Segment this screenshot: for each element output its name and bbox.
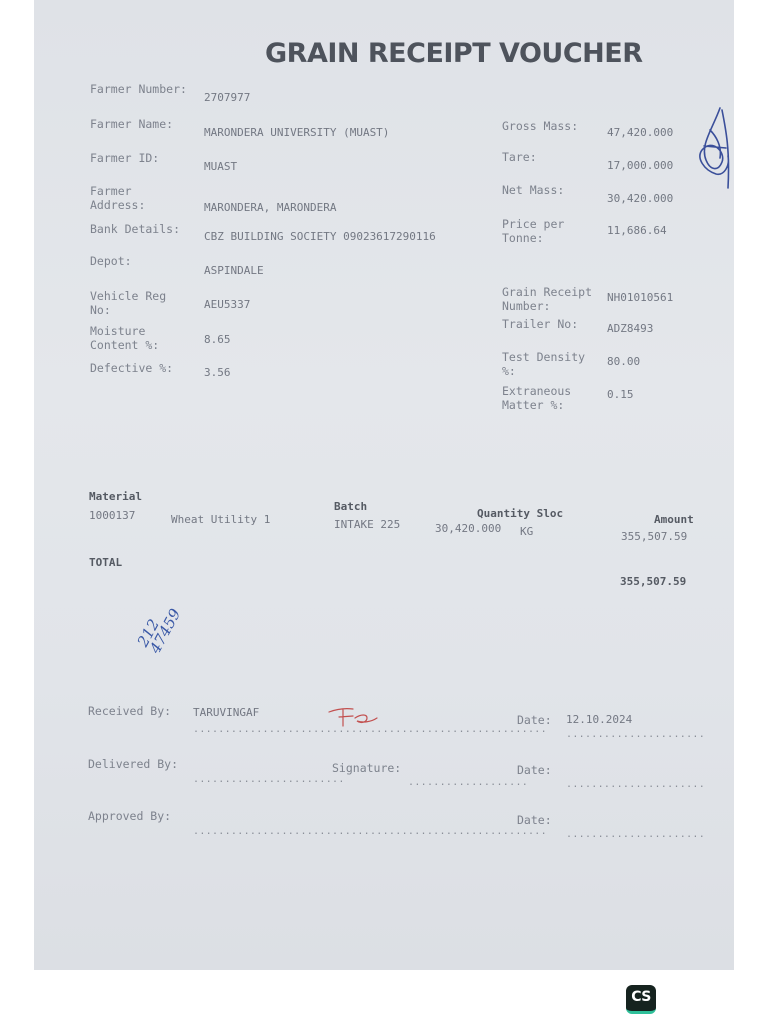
value-trailer-no: ADZ8493 bbox=[607, 322, 654, 335]
label-date-delivered: Date: bbox=[517, 763, 552, 777]
value-farmer-name: MARONDERA UNIVERSITY (MUAST) bbox=[204, 126, 390, 139]
value-moisture-content: 8.65 bbox=[204, 333, 231, 346]
cell-material-description: Wheat Utility 1 bbox=[171, 513, 271, 526]
label-farmer-number: Farmer Number: bbox=[90, 82, 187, 96]
total-amount: 355,507.59 bbox=[620, 575, 687, 588]
label-farmer-id: Farmer ID: bbox=[90, 151, 160, 165]
label-grain-receipt-number: Grain Receipt Number: bbox=[502, 285, 593, 313]
total-label: TOTAL bbox=[89, 556, 123, 569]
label-net-mass: Net Mass: bbox=[502, 183, 565, 197]
header-amount: Amount bbox=[654, 513, 694, 526]
date-received-line: ...................... bbox=[566, 729, 706, 740]
label-tare: Tare: bbox=[502, 150, 537, 164]
value-farmer-id: MUAST bbox=[204, 160, 238, 173]
label-date-received: Date: bbox=[517, 713, 552, 727]
label-signature: Signature: bbox=[332, 761, 402, 775]
header-material: Material bbox=[89, 490, 142, 503]
value-net-mass: 30,420.000 bbox=[607, 192, 674, 205]
cell-material-code: 1000137 bbox=[89, 509, 136, 522]
signature-line: ................... bbox=[408, 777, 529, 788]
value-defective: 3.56 bbox=[204, 366, 231, 379]
value-price-per-tonne: 11,686.64 bbox=[607, 224, 667, 237]
date-approved-line: ...................... bbox=[566, 829, 706, 840]
handwritten-note-text: 212 47459 bbox=[133, 605, 185, 657]
label-farmer-address: Farmer Address: bbox=[90, 184, 146, 212]
value-extraneous-matter: 0.15 bbox=[607, 388, 634, 401]
cell-quantity: 30,420.000 bbox=[435, 522, 502, 535]
value-test-density: 80.00 bbox=[607, 355, 641, 368]
approved-by-line: ........................................................ bbox=[193, 826, 547, 837]
label-depot: Depot: bbox=[90, 254, 132, 268]
label-vehicle-reg: Vehicle Reg No: bbox=[90, 289, 167, 317]
label-extraneous-matter: Extraneous Matter %: bbox=[502, 384, 572, 412]
label-bank-details: Bank Details: bbox=[90, 222, 181, 236]
value-farmer-number: 2707977 bbox=[204, 91, 251, 104]
received-by-line: ........................................................ bbox=[193, 724, 547, 735]
value-grain-receipt-number: NH01010561 bbox=[607, 291, 674, 304]
value-date-received: 12.10.2024 bbox=[566, 713, 633, 726]
scanned-receipt-page bbox=[34, 0, 734, 970]
label-delivered-by: Delivered By: bbox=[88, 757, 179, 771]
value-depot: ASPINDALE bbox=[204, 264, 264, 277]
label-date-approved: Date: bbox=[517, 813, 552, 827]
value-tare: 17,000.000 bbox=[607, 159, 674, 172]
label-approved-by: Approved By: bbox=[88, 809, 172, 823]
label-moisture-content: Moisture Content %: bbox=[90, 324, 160, 352]
cell-unit: KG bbox=[520, 525, 534, 538]
header-batch: Batch bbox=[334, 500, 368, 513]
label-gross-mass: Gross Mass: bbox=[502, 119, 579, 133]
value-gross-mass: 47,420.000 bbox=[607, 126, 674, 139]
label-farmer-name: Farmer Name: bbox=[90, 117, 174, 131]
value-vehicle-reg: AEU5337 bbox=[204, 298, 251, 311]
header-quantity-sloc: Quantity Sloc bbox=[477, 507, 564, 520]
received-by-initials-scribble bbox=[327, 704, 379, 730]
value-farmer-address: MARONDERA, MARONDERA bbox=[204, 201, 337, 214]
date-delivered-line: ...................... bbox=[566, 779, 706, 790]
label-trailer-no: Trailer No: bbox=[502, 317, 579, 331]
delivered-by-line: ........................ bbox=[193, 774, 345, 785]
signature-scribble-top bbox=[692, 100, 734, 195]
handwritten-note bbox=[86, 563, 185, 657]
label-test-density: Test Density %: bbox=[502, 350, 586, 378]
label-price-per-tonne: Price per Tonne: bbox=[502, 217, 565, 245]
cell-amount: 355,507.59 bbox=[621, 530, 688, 543]
value-received-by: TARUVINGAF bbox=[193, 706, 260, 719]
title-grain-receipt: GRAIN RECEIPT VOUCHER bbox=[265, 38, 643, 69]
label-received-by: Received By: bbox=[88, 704, 172, 718]
cell-batch: INTAKE 225 bbox=[334, 518, 401, 531]
value-bank-details: CBZ BUILDING SOCIETY 09023617290116 bbox=[204, 230, 436, 243]
camscanner-logo: CS bbox=[626, 985, 656, 1014]
label-defective: Defective %: bbox=[90, 361, 174, 375]
